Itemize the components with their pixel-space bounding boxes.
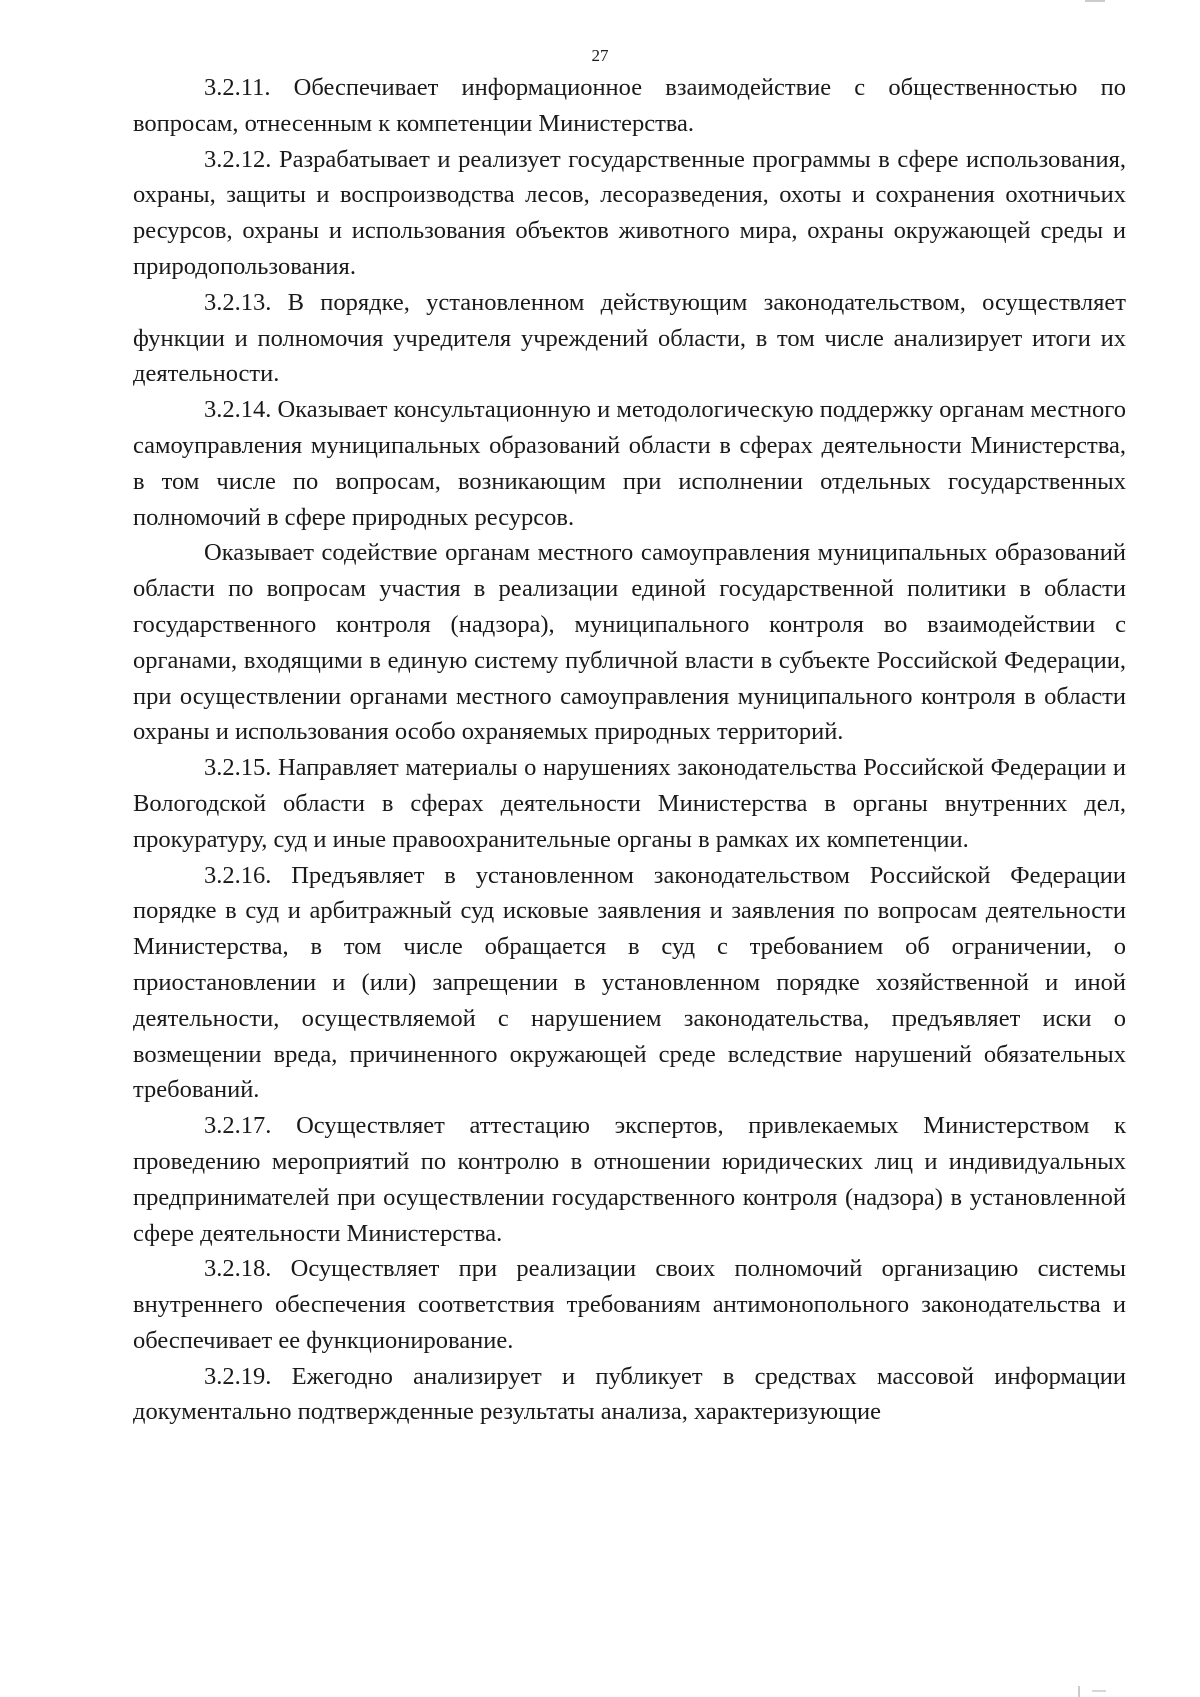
paragraph-3-2-14: 3.2.14. Оказывает консультационную и методологическую поддержку органам местного самоуправления муниципальных образований области в сферах деятельности Министерства, в том числе по вопросам, возникающим при исполнении отдельных государственных полномочий в сфере природных ресурсов.	[133, 396, 1126, 531]
paragraph-3-2-15: 3.2.15. Направляет материалы о нарушениях законодательства Российской Федерации и Вологодской области в сферах деятельности Министерства в органы внутренних дел, прокуратуру, суд и иные правоохранительные органы в рамках их компетенции.	[133, 754, 1126, 853]
paragraph-3-2-19: 3.2.19. Ежегодно анализирует и публикует в средствах массовой информации документально подтвержденные результаты анализа, характеризующие	[133, 1362, 1126, 1426]
scan-artifact-bottom-right	[1078, 1686, 1080, 1697]
document-body	[133, 70, 1126, 1430]
paragraph-3-2-14-continued: Оказывает содействие органам местного самоуправления муниципальных образований области по вопросам участия в реализации единой государственной политики в области государственного контроля (надзора), муниципального контроля во взаимодействии с органами, входящими в единую систему публичной власти в субъекте Российской Федерации, при осуществлении органами местного самоуправления муниципального контроля в области охраны и использования особо охраняемых природных территорий.	[133, 539, 1126, 746]
scan-artifact-top-right	[1085, 0, 1105, 2]
paragraph-3-2-12: 3.2.12. Разрабатывает и реализует государственные программы в сфере использования, охраны, защиты и воспроизводства лесов, лесоразведения, охоты и сохранения охотничьих ресурсов, охраны и использования объектов животного мира, охраны окружающей среды и природопользования.	[133, 145, 1126, 280]
paragraph-3-2-13: 3.2.13. В порядке, установленном действующим законодательством, осуществляет функции и полномочия учредителя учреждений области, в том числе анализирует итоги их деятельности.	[133, 288, 1126, 388]
paragraph-3-2-18: 3.2.18. Осуществляет при реализации своих полномочий организацию системы внутреннего обеспечения соответствия требованиям антимонопольного законодательства и обеспечивает ее функционирование.	[133, 1255, 1126, 1354]
paragraph-3-2-17: 3.2.17. Осуществляет аттестацию экспертов, привлекаемых Министерством к проведению мероприятий по контролю в отношении юридических лиц и индивидуальных предпринимателей при осуществлении государственного контроля (надзора) в установленной сфере деятельности Министерства.	[133, 1112, 1126, 1247]
paragraph-3-2-16: 3.2.16. Предъявляет в установленном законодательством Российской Федерации порядке в суд и арбитражный суд исковые заявления и заявления по вопросам деятельности Министерства, в том числе обращается в суд с требованием об ограничении, о приостановлении и (или) запрещении в установленном порядке хозяйственной и иной деятельности, осуществляемой с нарушением законодательства, предъявляет иски о возмещении вреда, причиненного окружающей среде вследствие нарушений обязательных требований.	[133, 861, 1126, 1104]
scan-artifact-bottom-right-2	[1092, 1690, 1106, 1692]
page-number: 27	[591, 46, 609, 65]
paragraph-3-2-11: 3.2.11. Обеспечивает информационное взаимодействие с общественностью по вопросам, отнесенным к компетенции Министерства.	[133, 74, 1126, 137]
